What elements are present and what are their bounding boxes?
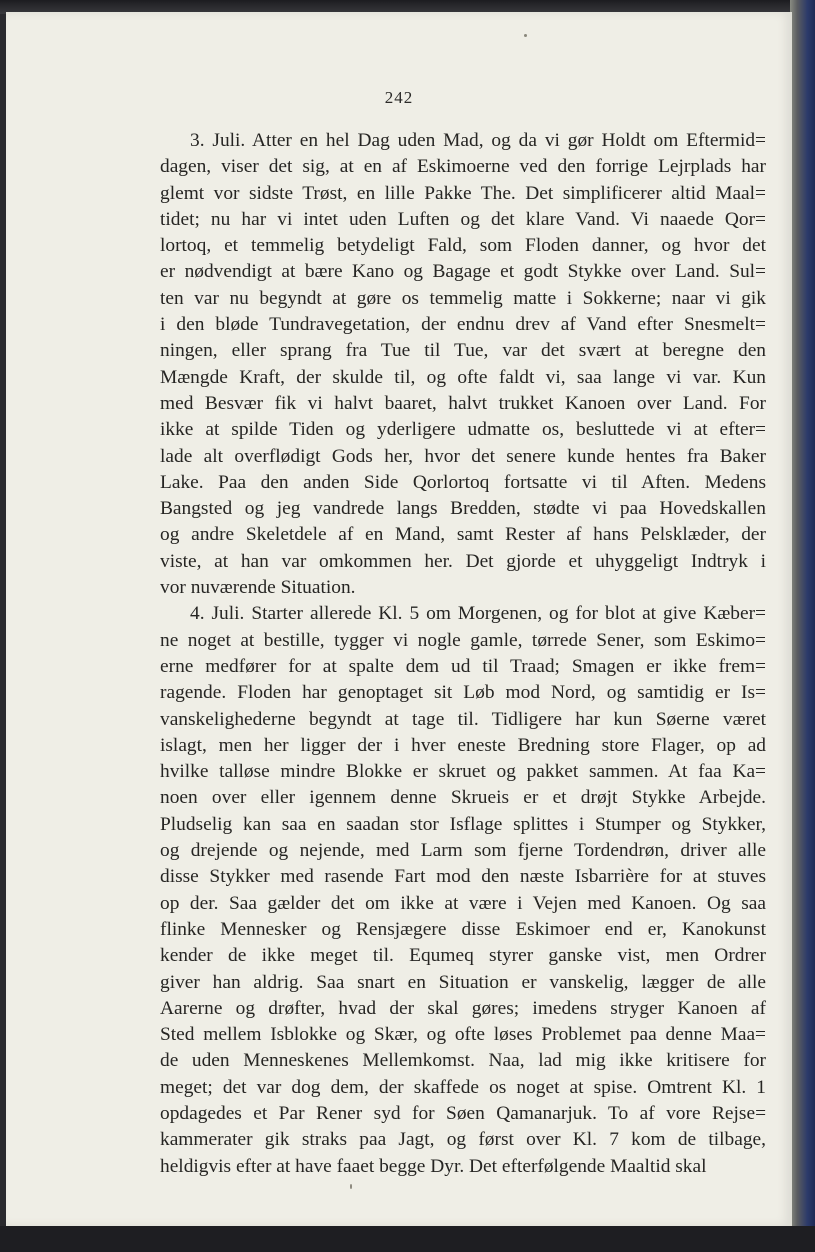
text-line: vor nuværende Situation. [160,577,356,599]
text-line: Bangsted og jeg vandrede langs Bredden, stødte vi paa Hovedskallen [160,498,766,520]
text-line: op der. Saa gælder det om ikke at være i Vejen med Kanoen. Og saa [160,892,766,914]
text-line: glemt vor sidste Trøst, en lille Pakke The. Det simplificerer altid Maal= [160,182,766,204]
text-line: ne noget at bestille, tygger vi nogle gamle, tørrede Sener, som Eskimo= [160,629,766,651]
text-line: Sted mellem Isblokke og Skær, og ofte løses Problemet paa denne Maa= [160,1024,766,1046]
scan-bottom-edge [0,1226,815,1252]
text-line: de uden Menneskenes Mellemkomst. Naa, lad mig ikke kritisere for [160,1050,766,1072]
text-line: islagt, men her ligger der i hver eneste Bredning store Flager, op ad [160,734,766,756]
text-line: meget; det var dog dem, der skaffede os noget at spise. Omtrent Kl. 1 [160,1076,766,1098]
text-line: er nødvendigt at bære Kano og Bagage et godt Stykke over Land. Sul= [160,261,766,283]
text-line: viste, at han var omkommen her. Det gjorde et uhyggeligt Indtryk i [160,550,766,572]
paper-speck [524,34,527,37]
body-text [160,128,766,1180]
text-line: Mængde Kraft, der skulde til, og ofte faldt vi, saa lange vi var. Kun [160,366,766,388]
text-line: og andre Skeletdele af en Mand, samt Rester af hans Pelsklæder, der [160,524,766,546]
text-line: opdagedes et Par Rener syd for Søen Qamanarjuk. To af vore Rejse= [160,1102,766,1124]
text-line: vanskelighederne begyndt at tage til. Tidligere har kun Søerne været [160,708,766,730]
text-line: giver han aldrig. Saa snart en Situation er vanskelig, lægger de alle [160,971,766,993]
text-line: lortoq, et temmelig betydeligt Fald, som Floden danner, og hvor det [160,235,766,257]
text-line: ningen, eller sprang fra Tue til Tue, var det svært at beregne den [160,340,766,362]
page-number: 242 [384,88,414,107]
text-line: tidet; nu har vi intet uden Luften og det klare Vand. Vi naaede Qor= [160,208,766,230]
paper-speck [350,1184,352,1189]
book-page [6,12,792,1226]
text-line: ragende. Floden har genoptaget sit Løb mod Nord, og samtidig er Is= [160,682,766,704]
text-line: heldigvis efter at have faaet begge Dyr. Det efterfølgende Maaltid skal [160,1155,707,1177]
text-line: og drejende og nejende, med Larm som fjerne Tordendrøn, driver alle [160,840,766,862]
text-line: Aarerne og drøfter, hvad der skal gøres; imedens stryger Kanoen af [160,997,766,1019]
text-line: ikke at spilde Tiden og yderligere udmatte os, besluttede vi at efter= [160,419,766,441]
paragraph-july-3 [160,128,766,601]
scan-right-edge [790,0,815,1252]
text-line: 3. Juli. Atter en hel Dag uden Mad, og da vi gør Holdt om Eftermid= [190,130,766,151]
text-line: Lake. Paa den anden Side Qorlortoq fortsatte vi til Aften. Medens [160,471,766,493]
paragraph-july-4 [160,601,766,1180]
text-line: flinke Mennesker og Rensjægere disse Eskimoer end er, Kanokunst [160,918,766,940]
text-line: ten var nu begyndt at gøre os temmelig matte i Sokkerne; naar vi gik [160,287,766,309]
text-line: erne medfører for at spalte dem ud til Traad; Smagen er ikke frem= [160,655,766,677]
text-line: med Besvær fik vi halvt baaret, halvt trukket Kanoen over Land. For [160,392,766,414]
text-line: Pludselig kan saa en saadan stor Isflage splittes i Stumper og Stykker, [160,813,766,835]
text-line: 4. Juli. Starter allerede Kl. 5 om Morgenen, og for blot at give Kæber= [190,603,766,625]
text-line: lade alt overflødigt Gods her, hvor det senere kunde hentes fra Baker [160,445,766,467]
text-line: dagen, viser det sig, at en af Eskimoerne ved den forrige Lejrplads har [160,156,766,178]
text-line: i den bløde Tundravegetation, der endnu drev af Vand efter Snesmelt= [160,314,766,336]
text-line: disse Stykker med rasende Fart mod den næste Isbarrière for at stuves [160,866,766,888]
text-line: hvilke talløse mindre Blokke er skruet og pakket sammen. At faa Ka= [160,761,766,783]
text-line: kender de ikke meget til. Equmeq styrer ganske vist, men Ordrer [160,945,766,967]
text-line: kammerater gik straks paa Jagt, og først over Kl. 7 kom de tilbage, [160,1129,766,1151]
text-line: noen over eller igennem denne Skrueis er et drøjt Stykke Arbejde. [160,787,766,809]
